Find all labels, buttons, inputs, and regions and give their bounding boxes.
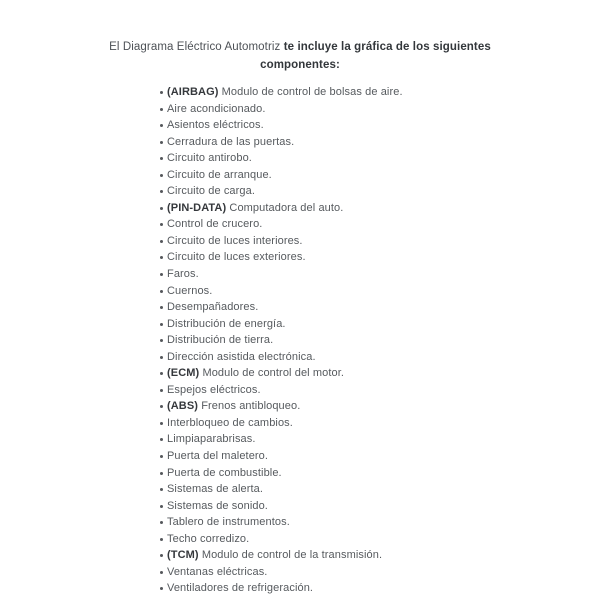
list-item-bold-prefix: (ECM) [167, 367, 200, 380]
bullet-icon [160, 339, 163, 342]
list-item [167, 216, 600, 233]
list-item-text: Cuernos. [167, 284, 213, 297]
bullet-icon [160, 356, 163, 359]
list-item [167, 415, 600, 432]
list-item-text: Espejos eléctricos. [167, 383, 261, 396]
page-title [80, 39, 520, 74]
bullet-icon [160, 521, 163, 524]
bullet-icon [160, 273, 163, 276]
bullet-icon [160, 422, 163, 425]
list-item [167, 316, 600, 333]
list-item-bold-prefix: (PIN-DATA) [167, 201, 227, 214]
list-item [167, 283, 600, 300]
bullet-icon [160, 505, 163, 508]
list-item [167, 249, 600, 266]
bullet-icon [160, 472, 163, 475]
list-item-text: Desempañadores. [167, 301, 259, 314]
list-item-text: Frenos antibloqueo. [201, 400, 301, 413]
list-item-text: Modulo de control de bolsas de aire. [221, 86, 403, 98]
bullet-icon [160, 554, 163, 557]
list-item-text: Puerta del maletero. [167, 450, 269, 463]
list-item-text: Sistemas de sonido. [167, 499, 268, 512]
list-item [167, 200, 600, 217]
list-item-text: Distribución de tierra. [167, 334, 274, 347]
list-item [167, 514, 600, 531]
list-item-text: Circuito antirobo. [167, 152, 252, 165]
list-item-text: Asientos eléctricos. [167, 119, 264, 132]
list-item [167, 134, 600, 151]
list-item-text: Ventiladores de refrigeración. [167, 582, 314, 595]
bullet-icon [160, 157, 163, 160]
list-item-text: Faros. [167, 268, 199, 281]
list-item [167, 266, 600, 283]
list-item-text: Dirección asistida electrónica. [167, 350, 316, 363]
list-item [167, 332, 600, 349]
list-item-text: Aire acondicionado. [167, 102, 266, 115]
list-item-text: Circuito de carga. [167, 185, 256, 198]
list-item-text: Modulo de control del motor. [202, 367, 345, 380]
list-item [167, 299, 600, 316]
bullet-icon [160, 571, 163, 574]
bullet-icon [160, 141, 163, 144]
bullet-icon [160, 389, 163, 392]
bullet-icon [160, 190, 163, 193]
list-item [167, 167, 600, 184]
list-item [167, 547, 600, 564]
list-item [167, 117, 600, 134]
list-item-text: Tablero de instrumentos. [167, 516, 290, 529]
list-item-text: Puerta de combustible. [167, 466, 282, 479]
bullet-icon [160, 207, 163, 210]
list-item-text: Sistemas de alerta. [167, 483, 264, 496]
list-item-text: Circuito de luces exteriores. [167, 251, 306, 264]
list-item-text: Interbloqueo de cambios. [167, 416, 293, 429]
title-bold [260, 41, 491, 71]
list-item-text: Distribución de energía. [167, 317, 286, 330]
bullet-icon [160, 124, 163, 127]
bullet-icon [160, 538, 163, 541]
bullet-icon [160, 455, 163, 458]
bullet-icon [160, 240, 163, 243]
bullet-icon [160, 108, 163, 111]
bullet-icon [160, 256, 163, 259]
list-item [167, 365, 600, 382]
list-item [167, 233, 600, 250]
list-item [167, 580, 600, 597]
list-item [167, 398, 600, 415]
list-item-bold-prefix: (TCM) [167, 549, 199, 562]
list-item [167, 498, 600, 515]
list-item-text: Cerradura de las puertas. [167, 135, 295, 148]
list-item-bold-prefix: (AIRBAG) [167, 86, 219, 98]
bullet-icon [160, 323, 163, 326]
list-item [167, 84, 600, 101]
bullet-icon [160, 91, 163, 94]
list-item [167, 101, 600, 118]
list-item-bold-prefix: (ABS) [167, 400, 199, 413]
bullet-icon [160, 290, 163, 293]
list-item-text: Computadora del auto. [229, 201, 344, 214]
list-item [167, 349, 600, 366]
bullet-icon [160, 223, 163, 226]
components-list [167, 84, 600, 597]
title-regular: El Diagrama Eléctrico Automotriz [109, 41, 281, 53]
list-item-text: Modulo de control de la transmisión. [201, 549, 383, 562]
list-item [167, 448, 600, 465]
list-item [167, 481, 600, 498]
list-item-text: Techo corredizo. [167, 532, 250, 545]
list-item [167, 382, 600, 399]
bullet-icon [160, 174, 163, 177]
list-item-text: Ventanas eléctricas. [167, 565, 268, 578]
bullet-icon [160, 405, 163, 408]
bullet-icon [160, 306, 163, 309]
list-item [167, 431, 600, 448]
list-item [167, 183, 600, 200]
list-item-text: Control de crucero. [167, 218, 263, 231]
title-bold-line2: componentes: [260, 58, 340, 71]
list-item-text: Circuito de luces interiores. [167, 234, 303, 247]
list-item [167, 465, 600, 482]
bullet-icon [160, 438, 163, 441]
bullet-icon [160, 488, 163, 491]
list-item-text: Limpiaparabrisas. [167, 433, 256, 446]
list-item [167, 531, 600, 548]
list-item-text: Circuito de arranque. [167, 168, 272, 181]
list-item [167, 564, 600, 581]
bullet-icon [160, 372, 163, 375]
title-bold-line1: te incluye la gráfica de los siguientes [283, 41, 491, 53]
list-item [167, 150, 600, 167]
bullet-icon [160, 587, 163, 590]
